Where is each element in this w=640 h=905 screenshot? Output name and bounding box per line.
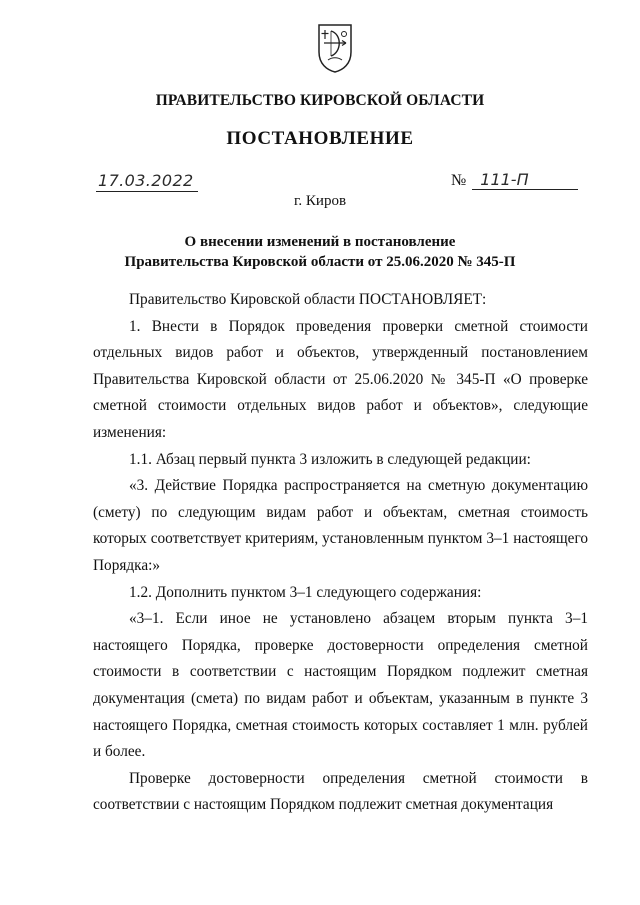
body-paragraph-quote-3: «3. Действие Порядка распространяется на сметную документацию (смету) по следующим видам работ и объектам, сметная стоимость которых соответствует критериям, установленным пунктом 3–1 настоящего Порядка:» <box>93 477 588 574</box>
document-subject <box>0 232 640 272</box>
body-paragraph-1: 1. Внести в Порядок проведения проверки сметной стоимости отдельных видов работ и объектов, утвержденный постановлением Правительства Кировской области от 25.06.2020 № 345-П «О проверке сметной стоимости отдельных видов работ и объектов», следующие изменения: <box>93 317 588 441</box>
kirov-oblast-coat-of-arms-icon <box>316 22 354 74</box>
organization-title: ПРАВИТЕЛЬСТВО КИРОВСКОЙ ОБЛАСТИ <box>155 92 485 109</box>
body-paragraph-quote-3-1: «3–1. Если иное не установлено абзацем вторым пункта 3–1 настоящего Порядка, проверке достоверности определения сметной стоимости в соответствии с настоящим Порядком подлежит сметная документация (смета) по видам работ и объектам, указанным в пункте 3 настоящего Порядка, сметная стоимость которых составляет 1 млн. рублей и более. <box>93 610 588 761</box>
number-sign: № <box>451 172 467 189</box>
document-number-field <box>451 170 578 192</box>
subject-line-1: О внесении изменений в постановление <box>184 234 456 250</box>
document-type-title: ПОСТАНОВЛЕНИЕ <box>226 128 414 149</box>
body-paragraph-continuation: Проверке достоверности определения сметной стоимости в соответствии с настоящим Порядком подлежит сметная документация <box>93 769 588 814</box>
document-body <box>93 287 588 819</box>
document-date-field <box>96 171 198 192</box>
city-label: г. Киров <box>293 193 347 209</box>
body-paragraph-1-2: 1.2. Дополнить пунктом 3–1 следующего содержания: <box>129 583 482 601</box>
subject-line-2: Правительства Кировской области от 25.06.2020 № 345-П <box>124 254 516 270</box>
document-number: 111-П <box>472 170 578 190</box>
document-date: 17.03.2022 <box>98 171 194 190</box>
body-paragraph-1-1: 1.1. Абзац первый пункта 3 изложить в следующей редакции: <box>129 450 531 468</box>
body-paragraph-preamble: Правительство Кировской области ПОСТАНОВЛЯЕТ: <box>129 291 487 308</box>
